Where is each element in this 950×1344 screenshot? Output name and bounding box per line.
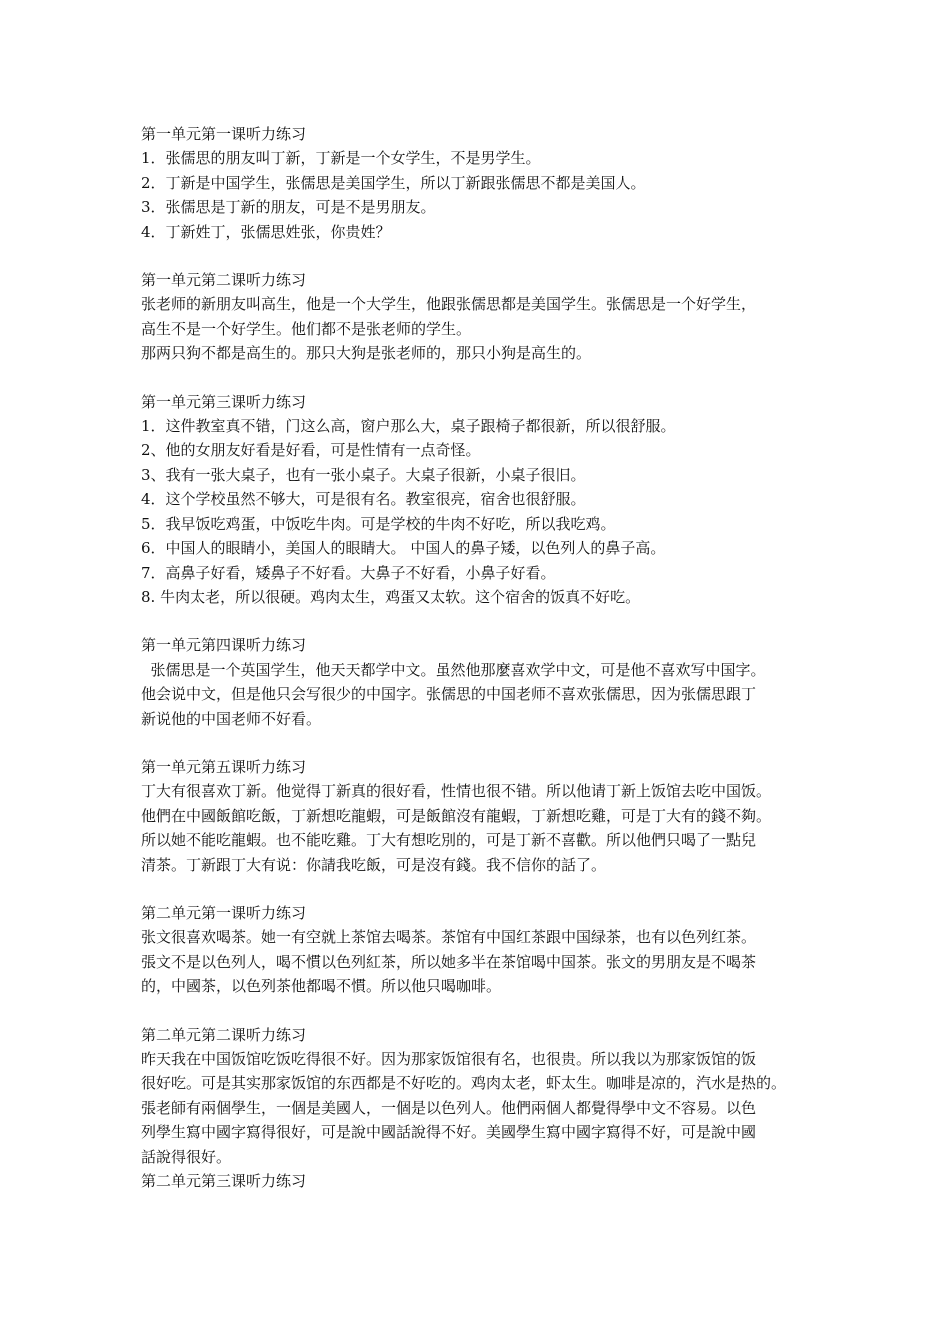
text-line: 4．丁新姓丁，张儒思姓张，你贵姓？ <box>141 222 391 241</box>
text-line: 4．这个学校虽然不够大，可是很有名。教室很亮，宿舍也很舒服。 <box>141 490 586 509</box>
text-line: 張文不是以色列人，喝不慣以色列紅茶，所以她多半在茶馆喝中国茶。张文的男朋友是不喝茶 <box>141 952 757 971</box>
text-line: 那两只狗不都是高生的。那只大狗是张老师的，那只小狗是高生的。 <box>141 344 592 363</box>
section-title: 第一单元第一课听力练习 <box>141 125 307 143</box>
text-line: 很好吃。可是其实那家饭馆的东西都是不好吃的。鸡肉太老，虾太生。咖啡是凉的，汽水是热的。 <box>141 1074 787 1093</box>
text-line: 6．中国人的眼睛小，美国人的眼睛大。 中国人的鼻子矮，以色列人的鼻子高。 <box>141 539 666 558</box>
section-title: 第一单元第二课听力练习 <box>141 271 307 290</box>
section-unit2-lesson1 <box>141 901 821 999</box>
section-unit1-lesson5 <box>141 755 821 877</box>
section-unit1-lesson3 <box>141 390 821 610</box>
text-line: 张儒思是一个英国学生，他天天都学中文。虽然他那麼喜欢学中文，可是他不喜欢写中国字。 <box>141 660 766 679</box>
text-line: 話說得很好。 <box>141 1147 232 1166</box>
document-body <box>141 122 821 1193</box>
section-unit1-lesson2 <box>141 268 821 366</box>
text-line: 列學生寫中國字寫得很好，可是說中國話說得不好。美國學生寫中國字寫得不好，可是說中國 <box>141 1123 757 1142</box>
text-line: 张文很喜欢喝茶。她一有空就上茶馆去喝茶。茶馆有中国红茶跟中国绿茶，也有以色列红茶。 <box>141 928 757 947</box>
text-line: 高生不是一个好学生。他们都不是张老师的学生。 <box>141 319 472 338</box>
section-title: 第二单元第二课听力练习 <box>141 1025 307 1044</box>
section-title: 第一单元第四课听力练习 <box>141 636 307 655</box>
section-unit1-lesson4 <box>141 633 821 731</box>
text-line: 7．高鼻子好看，矮鼻子不好看。大鼻子不好看，小鼻子好看。 <box>141 563 556 582</box>
section-unit1-lesson1 <box>141 122 821 244</box>
text-line: 2、他的女朋友好看是好看，可是性情有一点奇怪。 <box>141 441 481 460</box>
section-title: 第二单元第三课听力练习 <box>141 1172 307 1191</box>
text-line: 他們在中國飯館吃飯，丁新想吃龍蝦，可是飯館沒有龍蝦，丁新想吃雞，可是丁大有的錢不夠。 <box>141 806 772 825</box>
text-line: 2．丁新是中国学生，张儒思是美国学生，所以丁新跟张儒思不都是美国人。 <box>141 173 646 192</box>
text-line: 8. 牛肉太老，所以很硬。鸡肉太生，鸡蛋又太软。这个宿舍的饭真不好吃。 <box>141 587 641 606</box>
text-line: 昨天我在中国饭馆吃饭吃得很不好。因为那家饭馆很有名，也很贵。所以我以为那家饭馆的饭 <box>141 1050 757 1068</box>
text-line: 的，中國茶，以色列茶他都喝不慣。所以他只喝咖啡。 <box>141 977 502 996</box>
text-line: 3．张儒思是丁新的朋友，可是不是男朋友。 <box>141 198 436 217</box>
text-line: 1．这件教室真不错，门这么高，窗户那么大，桌子跟椅子都很新，所以很舒服。 <box>141 417 676 436</box>
text-line: 清茶。丁新跟丁大有说：你請我吃飯，可是沒有錢。我不信你的話了。 <box>141 855 607 874</box>
text-line: 5．我早饭吃鸡蛋，中饭吃牛肉。可是学校的牛肉不好吃，所以我吃鸡。 <box>141 514 616 533</box>
text-line: 3、我有一张大桌子，也有一张小桌子。大桌子很新，小桌子很旧。 <box>141 465 586 484</box>
section-title: 第一单元第五课听力练习 <box>141 757 307 776</box>
section-unit2-lesson3 <box>141 1169 821 1193</box>
text-line: 他会说中文，但是他只会写很少的中国字。张儒思的中国老师不喜欢张儒思，因为张儒思跟丁 <box>141 685 757 704</box>
text-line: 丁大有很喜欢丁新。他觉得丁新真的很好看，性情也很不错。所以他请丁新上饭馆去吃中国饭。 <box>141 782 772 801</box>
text-line: 张老师的新朋友叫高生，他是一个大学生，他跟张儒思都是美国学生。张儒思是一个好学生， <box>141 295 757 314</box>
text-line: 新说他的中国老师不好看。 <box>141 709 322 728</box>
text-line: 1．张儒思的朋友叫丁新，丁新是一个女学生，不是男学生。 <box>141 149 541 168</box>
section-title: 第一单元第三课听力练习 <box>141 392 307 411</box>
text-line: 所以她不能吃龍蝦。也不能吃雞。丁大有想吃別的，可是丁新不喜歡。所以他們只喝了一點兒 <box>141 831 757 850</box>
section-title: 第二单元第一课听力练习 <box>141 903 307 922</box>
text-line: 張老師有兩個學生，一個是美國人，一個是以色列人。他們兩個人都覺得學中文不容易。以色 <box>141 1098 757 1117</box>
section-unit2-lesson2 <box>141 1023 821 1169</box>
